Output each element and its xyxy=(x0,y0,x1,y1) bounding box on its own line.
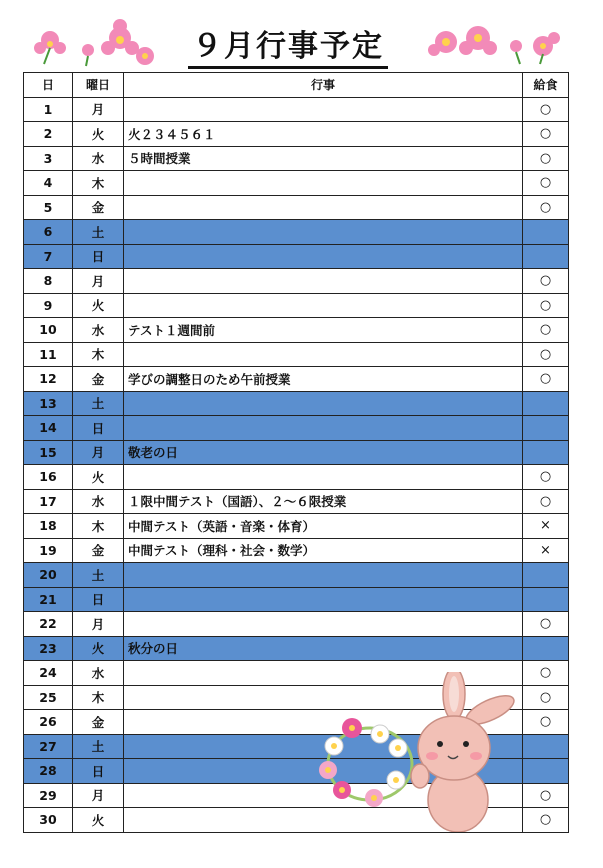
day-cell: 14 xyxy=(24,416,73,441)
weekday-cell: 土 xyxy=(73,563,124,588)
weekday-cell: 月 xyxy=(73,783,124,808)
lunch-cell xyxy=(523,563,569,588)
table-row xyxy=(24,514,569,539)
header-lunch: 給食 xyxy=(523,73,569,98)
lunch-cell: ○ xyxy=(523,171,569,196)
weekday-cell: 日 xyxy=(73,759,124,784)
weekday-cell: 月 xyxy=(73,97,124,122)
weekday-cell: 月 xyxy=(73,612,124,637)
day-cell: 1 xyxy=(24,97,73,122)
lunch-cell: ○ xyxy=(523,783,569,808)
day-cell: 24 xyxy=(24,661,73,686)
table-row xyxy=(24,489,569,514)
day-cell: 22 xyxy=(24,612,73,637)
lunch-cell: × xyxy=(523,538,569,563)
event-cell xyxy=(124,563,523,588)
lunch-cell: ○ xyxy=(523,465,569,490)
table-row xyxy=(24,195,569,220)
table-row xyxy=(24,97,569,122)
day-cell: 15 xyxy=(24,440,73,465)
day-cell: 29 xyxy=(24,783,73,808)
weekday-cell: 金 xyxy=(73,367,124,392)
weekday-cell: 火 xyxy=(73,293,124,318)
table-row xyxy=(24,244,569,269)
weekday-cell: 金 xyxy=(73,710,124,735)
table-row xyxy=(24,220,569,245)
event-cell xyxy=(124,416,523,441)
lunch-cell: ○ xyxy=(523,318,569,343)
weekday-cell: 木 xyxy=(73,514,124,539)
lunch-cell xyxy=(523,244,569,269)
table-row xyxy=(24,416,569,441)
lunch-cell: ○ xyxy=(523,97,569,122)
event-cell xyxy=(124,342,523,367)
weekday-cell: 月 xyxy=(73,269,124,294)
weekday-cell: 日 xyxy=(73,416,124,441)
table-row xyxy=(24,587,569,612)
weekday-cell: 火 xyxy=(73,122,124,147)
day-cell: 17 xyxy=(24,489,73,514)
lunch-cell: ○ xyxy=(523,489,569,514)
weekday-cell: 金 xyxy=(73,538,124,563)
table-row xyxy=(24,171,569,196)
day-cell: 12 xyxy=(24,367,73,392)
weekday-cell: 火 xyxy=(73,808,124,833)
table-row xyxy=(24,269,569,294)
event-cell: 火２３４５６１ xyxy=(124,122,523,147)
event-cell: 秋分の日 xyxy=(124,636,523,661)
day-cell: 25 xyxy=(24,685,73,710)
lunch-cell: ○ xyxy=(523,367,569,392)
event-cell xyxy=(124,244,523,269)
day-cell: 30 xyxy=(24,808,73,833)
weekday-cell: 木 xyxy=(73,685,124,710)
table-row xyxy=(24,367,569,392)
weekday-cell: 水 xyxy=(73,489,124,514)
day-cell: 21 xyxy=(24,587,73,612)
lunch-cell: ○ xyxy=(523,342,569,367)
lunch-cell: ○ xyxy=(523,612,569,637)
lunch-cell xyxy=(523,416,569,441)
table-row xyxy=(24,342,569,367)
weekday-cell: 木 xyxy=(73,171,124,196)
event-cell xyxy=(124,97,523,122)
event-cell xyxy=(124,269,523,294)
event-cell: 敬老の日 xyxy=(124,440,523,465)
weekday-cell: 水 xyxy=(73,661,124,686)
day-cell: 13 xyxy=(24,391,73,416)
event-cell: １限中間テスト（国語）、２～６限授業 xyxy=(124,489,523,514)
lunch-cell xyxy=(523,440,569,465)
lunch-cell xyxy=(523,587,569,612)
weekday-cell: 日 xyxy=(73,244,124,269)
page-title: ９月行事予定 xyxy=(188,28,388,69)
lunch-cell: ○ xyxy=(523,146,569,171)
event-cell: 中間テスト（英語・音楽・体育） xyxy=(124,514,523,539)
day-cell: 6 xyxy=(24,220,73,245)
event-cell: 中間テスト（理科・社会・数学） xyxy=(124,538,523,563)
table-header-row xyxy=(24,73,569,98)
weekday-cell: 土 xyxy=(73,391,124,416)
weekday-cell: 水 xyxy=(73,146,124,171)
day-cell: 5 xyxy=(24,195,73,220)
lunch-cell xyxy=(523,220,569,245)
day-cell: 16 xyxy=(24,465,73,490)
day-cell: 7 xyxy=(24,244,73,269)
table-row xyxy=(24,318,569,343)
day-cell: 8 xyxy=(24,269,73,294)
day-cell: 26 xyxy=(24,710,73,735)
event-cell xyxy=(124,171,523,196)
event-cell xyxy=(124,612,523,637)
lunch-cell: ○ xyxy=(523,122,569,147)
event-cell: 学びの調整日のため午前授業 xyxy=(124,367,523,392)
weekday-cell: 火 xyxy=(73,465,124,490)
event-cell xyxy=(124,465,523,490)
weekday-cell: 日 xyxy=(73,587,124,612)
event-cell xyxy=(124,220,523,245)
header-day: 日 xyxy=(24,73,73,98)
table-row xyxy=(24,146,569,171)
table-row xyxy=(24,440,569,465)
lunch-cell xyxy=(523,636,569,661)
day-cell: 4 xyxy=(24,171,73,196)
day-cell: 18 xyxy=(24,514,73,539)
weekday-cell: 水 xyxy=(73,318,124,343)
day-cell: 28 xyxy=(24,759,73,784)
table-row xyxy=(24,563,569,588)
table-row xyxy=(24,465,569,490)
title-area xyxy=(0,0,603,72)
table-row xyxy=(24,391,569,416)
lunch-cell: ○ xyxy=(523,685,569,710)
cosmos-flowers-left-icon xyxy=(30,18,160,68)
day-cell: 9 xyxy=(24,293,73,318)
day-cell: 2 xyxy=(24,122,73,147)
table-row xyxy=(24,636,569,661)
day-cell: 20 xyxy=(24,563,73,588)
day-cell: 23 xyxy=(24,636,73,661)
lunch-cell: ○ xyxy=(523,269,569,294)
weekday-cell: 月 xyxy=(73,440,124,465)
lunch-cell: ○ xyxy=(523,293,569,318)
header-weekday: 曜日 xyxy=(73,73,124,98)
weekday-cell: 土 xyxy=(73,220,124,245)
weekday-cell: 木 xyxy=(73,342,124,367)
table-row xyxy=(24,612,569,637)
event-cell xyxy=(124,587,523,612)
table-row xyxy=(24,538,569,563)
bunny-with-flower-wreath-icon xyxy=(312,672,534,832)
header-event: 行事 xyxy=(124,73,523,98)
day-cell: 19 xyxy=(24,538,73,563)
table-row xyxy=(24,122,569,147)
day-cell: 11 xyxy=(24,342,73,367)
weekday-cell: 火 xyxy=(73,636,124,661)
lunch-cell: × xyxy=(523,514,569,539)
event-cell xyxy=(124,195,523,220)
lunch-cell: ○ xyxy=(523,808,569,833)
lunch-cell: ○ xyxy=(523,195,569,220)
table-row xyxy=(24,293,569,318)
weekday-cell: 土 xyxy=(73,734,124,759)
lunch-cell xyxy=(523,391,569,416)
day-cell: 3 xyxy=(24,146,73,171)
event-cell xyxy=(124,391,523,416)
day-cell: 27 xyxy=(24,734,73,759)
cosmos-flowers-right-icon xyxy=(428,20,563,66)
event-cell: ５時間授業 xyxy=(124,146,523,171)
event-cell xyxy=(124,293,523,318)
lunch-cell: ○ xyxy=(523,710,569,735)
weekday-cell: 金 xyxy=(73,195,124,220)
lunch-cell: ○ xyxy=(523,661,569,686)
day-cell: 10 xyxy=(24,318,73,343)
event-cell: テスト１週間前 xyxy=(124,318,523,343)
